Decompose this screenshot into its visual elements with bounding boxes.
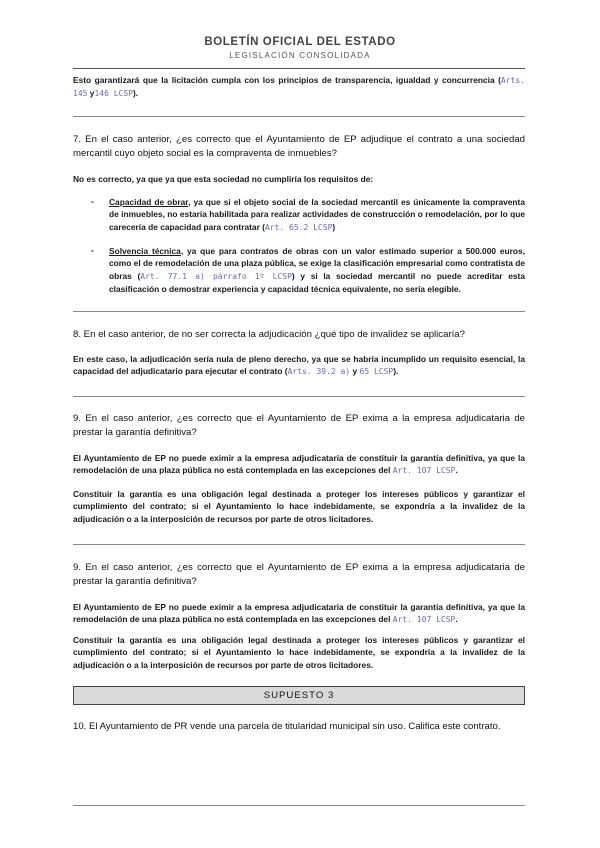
section-divider	[73, 805, 525, 806]
answer-7-intro: No es correcto, ya que ya que esta sociedad no cumpliría los requisitos de:	[73, 174, 374, 184]
ref-link[interactable]: Art. 107 LCSP	[392, 615, 456, 625]
ref-link[interactable]: 146 LCSP	[94, 89, 133, 99]
ref-link[interactable]: Art. 65.2 LCSP	[264, 222, 333, 232]
answer-9-repeat-p2: Constituir la garantía es una obligación legal destinada a proteger los intereses públicos y garantizar el cumplimiento del contrato; si el Ayuntamiento lo hace indebidamente, se expondría a la invalidez de la adjudicación o a la interposición de recursos por parte de otros licitadores.	[73, 635, 525, 670]
bullet-title: Solvencia técnica	[109, 246, 181, 256]
ref-link[interactable]: Art. 77.1 a) párrafo 1º LCSP	[140, 271, 292, 281]
ref-link[interactable]: 65 LCSP	[359, 367, 394, 377]
question-9-repeat: 9. En el caso anterior, ¿es correcto que el Ayuntamiento de EP exima a la empresa adjudicataria de prestar la garantía definitiva?	[73, 562, 525, 587]
question-9: 9. En el caso anterior, ¿es correcto que el Ayuntamiento de EP exima a la empresa adjudicataria de prestar la garantía definitiva?	[73, 413, 525, 438]
answer-9-p2: Constituir la garantía es una obligación legal destinada a proteger los intereses públicos y garantizar el cumplimiento del contrato; si el Ayuntamiento lo hace indebidamente, se expondría a la invalidez de la adjudicación o a la interposición de recursos por parte de otros licitadores.	[73, 489, 525, 524]
bullet-title: Capacidad de obrar	[109, 197, 189, 207]
answer-8: En este caso, la adjudicación sería nula de pleno derecho, ya que se habría incumplido un requisito esencial, la capacidad del adjudicatario para ejecutar el contrato (Arts. 39.2 a) y 65 LCSP).	[73, 354, 525, 377]
bulletin-subtitle: LEGISLACIÓN CONSOLIDADA	[229, 51, 371, 60]
header-rule	[73, 68, 525, 69]
page-header	[0, 36, 600, 60]
ref-link[interactable]: Arts. 145	[73, 76, 525, 99]
intro-paragraph: Esto garantizará que la licitación cumpla con los principios de transparencia, igualdad y concurrencia (Arts. 145 y146 LCSP).	[73, 75, 525, 99]
ref-link[interactable]: Art. 107 LCSP	[392, 466, 456, 476]
section-divider	[73, 116, 525, 117]
question-7: 7. En el caso anterior, ¿es correcto que el Ayuntamiento de EP adjudique el contrato a una sociedad mercantil cuyo objeto social es la compraventa de inmuebles?	[73, 134, 525, 159]
answer-9-repeat-p1: El Ayuntamiento de EP no puede eximir a la empresa adjudicataria de constituir la garantía definitiva, ya que la remodelación de una plaza pública no está contemplada en las excepciones del Art. 107 LCSP.	[73, 602, 525, 625]
bullet-item: - Solvencia técnica, ya que para contratos de obras con un valor estimado superior a 500.000 euros, como el de remodelación de una plaza pública, se exige la clasificación empresarial como contratista de obras (Art. 77.1 a) párrafo 1º LCSP) y si la sociedad mercantil no puede acreditar esta clasificación o demostrar experiencia y capacidad técnica equivalente, no sería elegible.	[91, 245, 526, 295]
supuesto-banner: SUPUESTO 3	[73, 686, 525, 705]
section-divider	[73, 544, 525, 545]
question-10: 10. El Ayuntamiento de PR vende una parcela de titularidad municipal sin uso. Califica este contrato.	[73, 721, 501, 732]
bullet-item: - Capacidad de obrar, ya que si el objeto social de la sociedad mercantil es únicamente la compraventa de inmuebles, no estaría habilitada para realizar actividades de construcción o remodelación, por lo que carecería de capacidad para contratar (Art. 65.2 LCSP)	[91, 196, 525, 232]
bulletin-title: BOLETÍN OFICIAL DEL ESTADO	[204, 36, 396, 48]
answer-9-p1: El Ayuntamiento de EP no puede eximir a la empresa adjudicataria de constituir la garantía definitiva, ya que la remodelación de una plaza pública no está contemplada en las excepciones del Art. 107 LCSP.	[73, 453, 525, 476]
ref-link[interactable]: Arts. 39.2 a)	[287, 367, 351, 377]
question-8: 8. En el caso anterior, de no ser correcta la adjudicación ¿qué tipo de invalidez se aplicaría?	[73, 329, 465, 340]
section-divider	[73, 396, 525, 397]
section-divider	[73, 311, 525, 312]
